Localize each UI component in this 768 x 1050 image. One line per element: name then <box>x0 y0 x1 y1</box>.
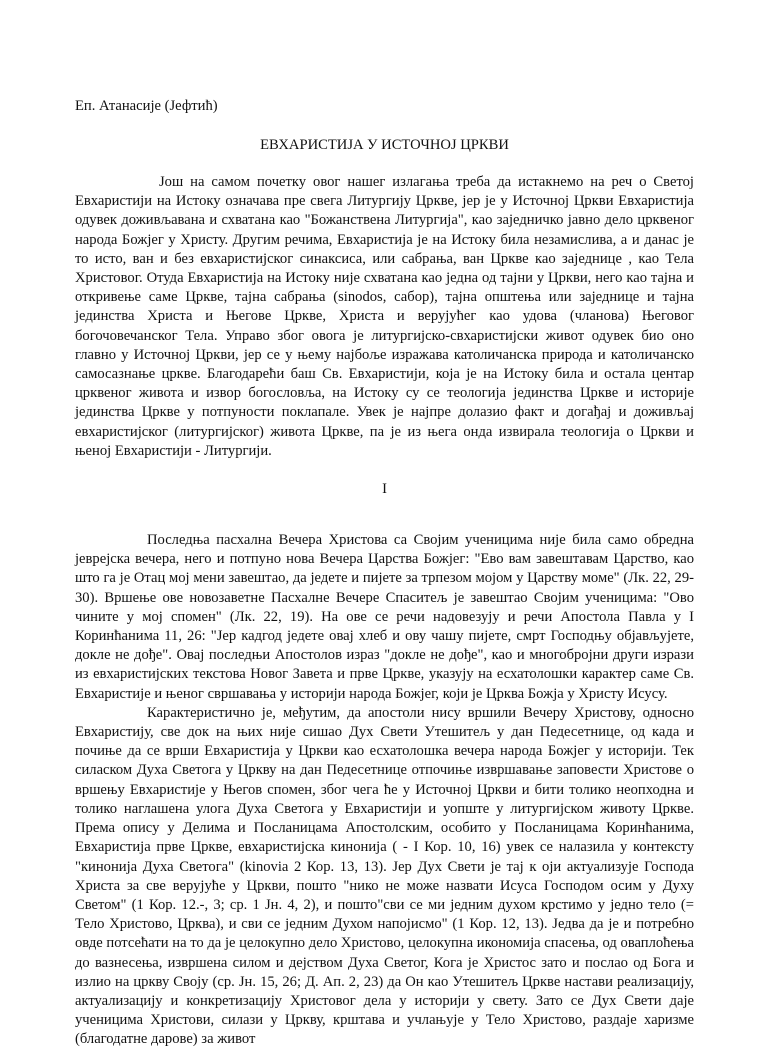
intro-paragraph: Још на самом почетку овог нашег излагања треба да истакнемо на реч о Светој Евхаристији на Истоку означава пре свега Литургију Цркве, јер је у Источној Цркви Евхаристија одувек доживљавана и схватана као "Божанствена Литургија", као заједничко јавно дело црквеног народа Божјег у Христу. Другим речима, Евхаристија је на Истоку била незамислива, а и данас је то исто, ван и без евхаристијског синаксиса, или сабрања, ван Цркве као заједнице , као Тела Христовог. Отуда Евхаристија на Истоку није схватана као једна од тајни у Цркви, него као тајна и откривење саме Цркве, тајна сабрања (sinodos, сабор), тајна општења или заједнице и тајна јединства Христа и Његове Цркве, Христа и верујућег као удова (чланова) Његовог богочовечанског Тела. Управо због овога је литургијско-свхаристијски живот одувек био оно главно у Источној Цркви, јер се у њему најбоље изражава католичанска природа и католичанско самосазнање цркве. Благодарећи баш Св. Евхаристији, која је на Истоку била и остала центар црквеног живота и извор богословља, на Истоку су се теологија јединства Цркве и историје јединства Цркве у потпуности поклапале. Увек је најпре долазио факт и догађај и доживљај евхаристијског (литургијског) живота Цркве, па је из њега онда извирала теологија о Цркви и њеној Евхаристији - Литургији. <box>75 174 694 459</box>
body-paragraph: Карактеристично је, међутим, да апостоли нису вршили Вечеру Христову, односно Евхаристију, све док на њих није сишао Дух Свети Утешитељ у дан Педесетнице, од када и почиње да се врши Евхаристија у Цркви као есхатолошка вечера народа Божјег у историји. Тек силаском Духа Светога у Цркву на дан Педесетнице отпочиње извршавање заповести Христове о вршењу Евхаристије у Његов спомен, због чега ће у Источној Цркви и бити толико неопходна и толико наглашена улога Духа Светога у Евхаристији и уопште у литургијском животу Цркве. Према опису у Делима и Посланицама Апостолским, особито у Посланицама Коринћанима, Евхаристија прве Цркве, евхаристијска кинонија ( - I Кор. 10, 16) увек се налазила у контексту "кинонија Духа Светога" (kinovia 2 Кор. 13, 13). Јер Дух Свети је тај к оји актуализује Господа Христа за све верујуће у Цркви, пошто "нико не може назвати Исуса Господом осим у Духу Светом" (1 Кор. 12.-, 3; ср. 1 Јн. 4, 2), и пошто"сви се ми једним духом крстимо у једно тело (= Тело Христово, Црква), и сви се једним Духом напојисмо" (1 Кор. 12, 13). Једва да је и потребно овде потсећати на то да је целокупно дело Христово, целокупна икономија спасења, од оваплоћења до вазнесења, извршена силом и дејством Духа Светог, Кога је Христос зато и послао од Бога и излио на цркву Своју (ср. Јн. 15, 26; Д. Ап. 2, 23) да Он као Утешитељ Цркве настави реализацију, актуализацију и конкретизацију Христовог дела у историји у свету. Зато се Дух Свети даје ученицима Христови, силази у Цркву, крштава и учлањује у Тело Христово, раздаје харизме (благодатне дарове) за живот <box>75 704 694 1048</box>
body-paragraph: Последња пасхална Вечера Христова са Својим ученицима није била само обредна јеврејска вечера, него и потпуно нова Вечера Царства Божјег: "Ево вам завештавам Царство, као што га је Отац мој мени завештао, да једете и пијете за трпезом мојом у Царству моме" (Лк. 22, 29-30). Вршење ове новозаветне Пасхалне Вечере Спаситељ је завештао Својим ученицима: "Ово чините у мој спомен" (Лк. 22, 19). На ове се речи надовезују и речи Апостола Павла у I Коринћанима 11, 26: "Јер кадгод једете овај хлеб и ову чашу пијете, смрт Господњу објављујете, докле не дође". Овај последњи Апостолов израз "докле не дође", као и многобројни други изрази из евхаристијских текстова Новог Завета и прве Цркве, указују на есхатолошки карактер саме Св. Евхаристије и њеног свршавања у историји народа Божјег, који је Црква Божја у Христу Исусу. <box>75 532 694 702</box>
document-title: ЕВХАРИСТИЈА У ИСТОЧНОЈ ЦРКВИ <box>260 137 509 153</box>
author-line: Еп. Атанасије (Јефтић) <box>75 98 218 114</box>
section-heading: I <box>382 481 387 498</box>
